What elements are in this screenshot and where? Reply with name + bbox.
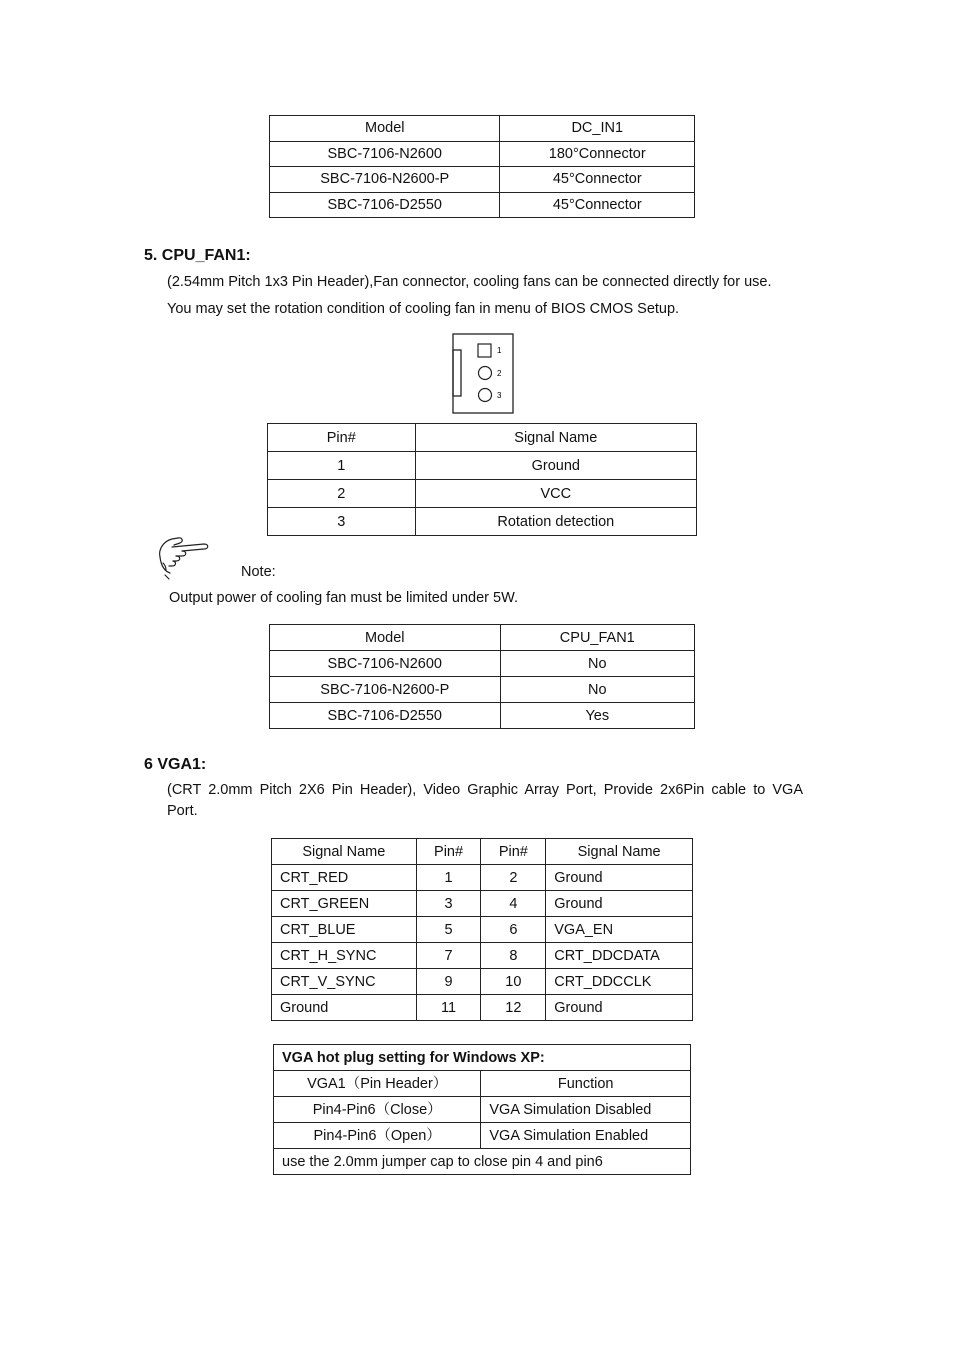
table-header-cell: Pin# bbox=[416, 839, 481, 865]
table-cell: No bbox=[500, 651, 694, 677]
table-cell: VCC bbox=[415, 480, 696, 508]
table-row bbox=[270, 651, 695, 677]
section-title-vga: 6 VGA1: bbox=[144, 756, 207, 773]
table-header-cell: Pin# bbox=[268, 424, 416, 452]
table-cell: 2 bbox=[268, 480, 416, 508]
table-header-row bbox=[274, 1071, 691, 1097]
section-paragraph: You may set the rotation condition of cooling fan in menu of BIOS CMOS Setup. bbox=[167, 301, 680, 317]
dc-in-table bbox=[269, 115, 695, 218]
table-header-cell: Signal Name bbox=[546, 839, 693, 865]
pointing-hand-icon bbox=[156, 535, 212, 581]
table-row bbox=[274, 1123, 691, 1149]
table-cell: 12 bbox=[481, 995, 546, 1021]
section-paragraph: Port. bbox=[167, 803, 198, 819]
table-cell: No bbox=[500, 677, 694, 703]
table-cell: 10 bbox=[481, 969, 546, 995]
table-cell: VGA Simulation Disabled bbox=[481, 1097, 691, 1123]
table-header-row bbox=[272, 839, 693, 865]
table-cell: 11 bbox=[416, 995, 481, 1021]
table-footer-cell: use the 2.0mm jumper cap to close pin 4 and pin6 bbox=[274, 1149, 691, 1175]
table-cell: Ground bbox=[546, 995, 693, 1021]
table-cell: 5 bbox=[416, 917, 481, 943]
table-row bbox=[272, 865, 693, 891]
table-row bbox=[270, 703, 695, 729]
table-cell: 9 bbox=[416, 969, 481, 995]
table-row bbox=[272, 891, 693, 917]
table-header-row bbox=[270, 116, 695, 142]
table-row bbox=[268, 480, 697, 508]
cpu-fan-model-table bbox=[269, 624, 695, 729]
table-header-cell: Signal Name bbox=[272, 839, 417, 865]
table-title-cell: VGA hot plug setting for Windows XP: bbox=[274, 1045, 691, 1071]
table-cell: Pin4-Pin6（Open） bbox=[274, 1123, 481, 1149]
table-row bbox=[272, 943, 693, 969]
table-cell: SBC-7106-D2550 bbox=[270, 192, 500, 218]
table-header-cell: CPU_FAN1 bbox=[500, 625, 694, 651]
section-paragraph bbox=[167, 780, 803, 800]
table-row bbox=[270, 192, 695, 218]
table-cell: SBC-7106-N2600 bbox=[270, 141, 500, 167]
table-cell: 2 bbox=[481, 865, 546, 891]
table-title-row bbox=[274, 1045, 691, 1071]
table-header-cell: Model bbox=[270, 116, 500, 142]
table-row bbox=[270, 677, 695, 703]
table-cell: 45°Connector bbox=[500, 167, 695, 193]
table-cell: 7 bbox=[416, 943, 481, 969]
table-cell: 180°Connector bbox=[500, 141, 695, 167]
table-row bbox=[270, 141, 695, 167]
table-cell: Ground bbox=[546, 891, 693, 917]
note-label: Note: bbox=[241, 564, 276, 580]
table-row bbox=[272, 969, 693, 995]
table-cell: Ground bbox=[415, 452, 696, 480]
table-header-cell: Signal Name bbox=[415, 424, 696, 452]
table-cell: Pin4-Pin6（Close） bbox=[274, 1097, 481, 1123]
table-cell: Ground bbox=[546, 865, 693, 891]
section-title-cpu-fan: 5. CPU_FAN1: bbox=[144, 247, 251, 264]
fan-pin-table bbox=[267, 423, 697, 536]
pin-3-circle bbox=[479, 389, 492, 402]
pin-label: 2 bbox=[497, 369, 502, 378]
table-cell: CRT_V_SYNC bbox=[272, 969, 417, 995]
table-cell: CRT_BLUE bbox=[272, 917, 417, 943]
vga-hotplug-table bbox=[273, 1044, 691, 1175]
table-cell: CRT_GREEN bbox=[272, 891, 417, 917]
table-footer-row bbox=[274, 1149, 691, 1175]
table-cell: CRT_RED bbox=[272, 865, 417, 891]
table-header-cell: Function bbox=[481, 1071, 691, 1097]
table-cell: 4 bbox=[481, 891, 546, 917]
table-cell: 3 bbox=[268, 508, 416, 536]
note-text: Output power of cooling fan must be limited under 5W. bbox=[169, 590, 518, 606]
table-cell: 1 bbox=[416, 865, 481, 891]
pin-2-circle bbox=[479, 367, 492, 380]
table-header-cell: Model bbox=[270, 625, 501, 651]
table-cell: Rotation detection bbox=[415, 508, 696, 536]
table-header-cell: DC_IN1 bbox=[500, 116, 695, 142]
table-header-row bbox=[268, 424, 697, 452]
table-row bbox=[270, 167, 695, 193]
fan-connector-diagram bbox=[450, 332, 516, 416]
table-cell: VGA Simulation Enabled bbox=[481, 1123, 691, 1149]
table-cell: Ground bbox=[272, 995, 417, 1021]
table-cell: 1 bbox=[268, 452, 416, 480]
table-header-row bbox=[270, 625, 695, 651]
table-cell: CRT_DDCCLK bbox=[546, 969, 693, 995]
table-row bbox=[272, 917, 693, 943]
table-row bbox=[268, 508, 697, 536]
table-cell: 8 bbox=[481, 943, 546, 969]
pin-1-square bbox=[478, 344, 491, 357]
table-cell: SBC-7106-N2600-P bbox=[270, 677, 501, 703]
section-paragraph-line: (CRT 2.0mm Pitch 2X6 Pin Header), Video Graphic Array Port, Provide 2x6Pin cable to VGA bbox=[167, 782, 803, 798]
table-cell: 45°Connector bbox=[500, 192, 695, 218]
vga-pin-table bbox=[271, 838, 693, 1021]
pin-label: 3 bbox=[497, 391, 502, 400]
table-cell: 3 bbox=[416, 891, 481, 917]
table-cell: Yes bbox=[500, 703, 694, 729]
table-header-cell: VGA1（Pin Header） bbox=[274, 1071, 481, 1097]
table-cell: 6 bbox=[481, 917, 546, 943]
section-paragraph: (2.54mm Pitch 1x3 Pin Header),Fan connector, cooling fans can be connected directly for use. bbox=[167, 274, 772, 290]
table-cell: SBC-7106-D2550 bbox=[270, 703, 501, 729]
pin-label: 1 bbox=[497, 346, 502, 355]
table-cell: SBC-7106-N2600-P bbox=[270, 167, 500, 193]
table-cell: VGA_EN bbox=[546, 917, 693, 943]
table-row bbox=[272, 995, 693, 1021]
table-header-cell: Pin# bbox=[481, 839, 546, 865]
table-row bbox=[268, 452, 697, 480]
table-cell: CRT_H_SYNC bbox=[272, 943, 417, 969]
table-row bbox=[274, 1097, 691, 1123]
table-cell: SBC-7106-N2600 bbox=[270, 651, 501, 677]
table-cell: CRT_DDCDATA bbox=[546, 943, 693, 969]
